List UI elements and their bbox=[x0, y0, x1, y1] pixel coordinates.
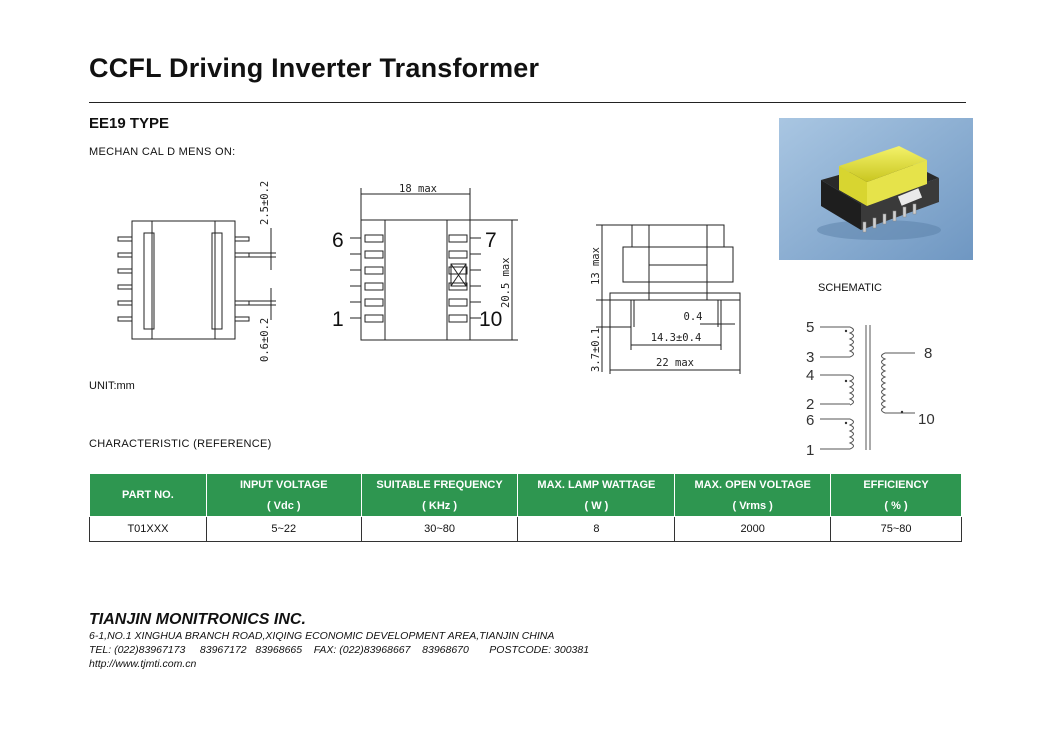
cell-efficiency: 75~80 bbox=[831, 517, 962, 542]
header-input-voltage: INPUT VOLTAGE ( Vdc ) bbox=[206, 474, 361, 517]
type-label: EE19 TYPE bbox=[89, 115, 170, 132]
header-frequency: SUITABLE FREQUENCY ( KHz ) bbox=[361, 474, 518, 517]
company-address: 6-1,NO.1 XINGHUA BRANCH ROAD,XIQING ECONOMIC DEVELOPMENT AREA,TIANJIN CHINA bbox=[89, 630, 555, 642]
side-view-drawing bbox=[596, 225, 740, 374]
page-title: CCFL Driving Inverter Transformer bbox=[89, 53, 540, 83]
company-website[interactable]: http://www.tjmti.com.cn bbox=[89, 658, 197, 670]
table-row bbox=[90, 517, 962, 542]
transformer-photo bbox=[779, 118, 973, 260]
header-open-voltage: MAX. OPEN VOLTAGE ( Vrms ) bbox=[675, 474, 831, 517]
dim-width: 18 max bbox=[399, 183, 437, 195]
pin-label-1: 1 bbox=[332, 308, 344, 331]
dim-height: 13 max bbox=[590, 247, 602, 285]
header-part-no: PART NO. bbox=[90, 474, 207, 517]
mechanical-dimension-label: MECHAN CAL D MENS ON: bbox=[89, 146, 236, 158]
schematic-pin-8: 8 bbox=[924, 345, 933, 362]
schematic-pin-6: 6 bbox=[806, 412, 815, 429]
schematic-pin-10: 10 bbox=[918, 411, 935, 428]
schematic-pin-4: 4 bbox=[806, 367, 815, 384]
cell-lamp-wattage: 8 bbox=[518, 517, 675, 542]
dim-pin-thickness: 0.4 bbox=[683, 311, 703, 323]
top-view-drawing bbox=[118, 221, 276, 339]
header-efficiency: EFFICIENCY ( % ) bbox=[831, 474, 962, 517]
company-phone: TEL: (022)83967173 83967172 83968665 FAX: (022)83968667 83968670 POSTCODE: 300381 bbox=[89, 644, 590, 656]
header-lamp-wattage: MAX. LAMP WATTAGE ( W ) bbox=[518, 474, 675, 517]
unit-label: UNIT:mm bbox=[89, 380, 135, 392]
cell-frequency: 30~80 bbox=[361, 517, 518, 542]
schematic-pin-2: 2 bbox=[806, 396, 815, 413]
pin-label-7: 7 bbox=[485, 229, 497, 252]
characteristic-table bbox=[89, 473, 962, 542]
pin-label-10: 10 bbox=[479, 308, 503, 331]
pin-label-6: 6 bbox=[332, 229, 344, 252]
schematic-diagram bbox=[820, 325, 915, 450]
characteristic-label: CHARACTERISTIC (REFERENCE) bbox=[89, 438, 272, 450]
schematic-label: SCHEMATIC bbox=[818, 282, 882, 294]
dim-pin-length: 3.7±0.1 bbox=[590, 327, 602, 372]
schematic-pin-1: 1 bbox=[806, 442, 815, 459]
dim-overall-width: 22 max bbox=[656, 357, 694, 369]
cell-input-voltage: 5~22 bbox=[206, 517, 361, 542]
dim-pin-pitch: 2.5±0.2 bbox=[259, 180, 271, 225]
dim-pin-width: 0.6±0.2 bbox=[259, 317, 271, 362]
dim-length: 20.5 max bbox=[500, 257, 512, 308]
company-name: TIANJIN MONITRONICS INC. bbox=[89, 611, 306, 628]
cell-open-voltage: 2000 bbox=[675, 517, 831, 542]
table-header-row bbox=[90, 474, 962, 517]
schematic-pin-3: 3 bbox=[806, 349, 815, 366]
schematic-pin-5: 5 bbox=[806, 319, 815, 336]
cell-part-no: T01XXX bbox=[90, 517, 207, 542]
dim-pin-span: 14.3±0.4 bbox=[650, 332, 702, 344]
